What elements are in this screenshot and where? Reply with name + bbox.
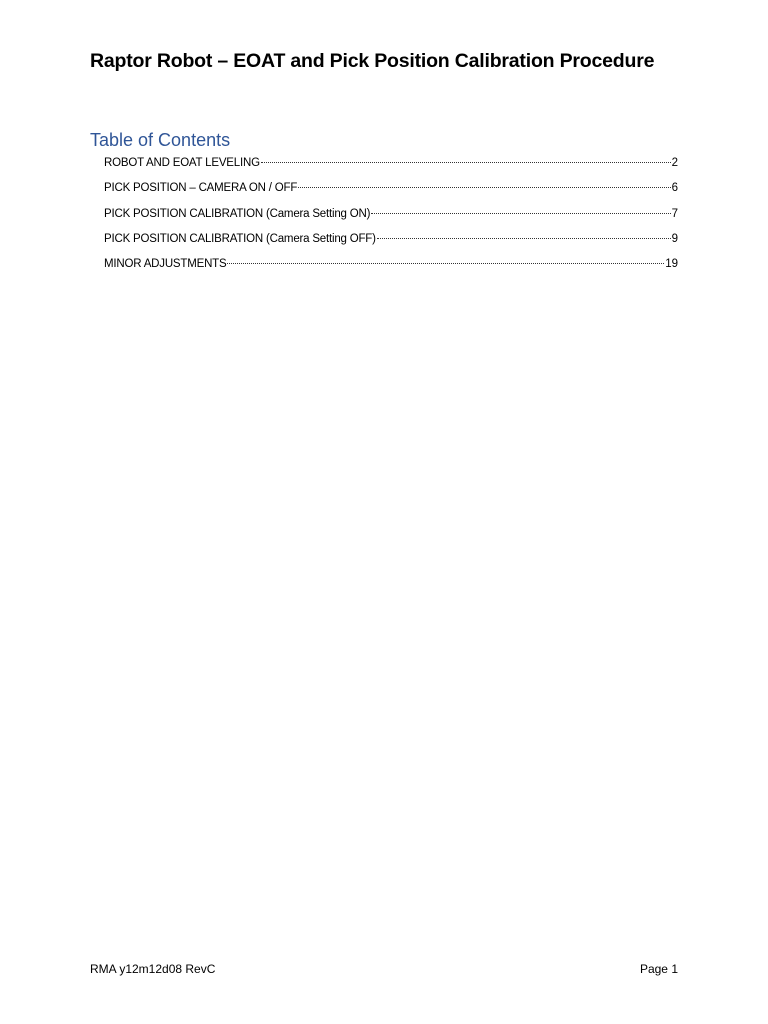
toc-entry-text: MINOR ADJUSTMENTS xyxy=(104,258,227,271)
toc-dot-leader xyxy=(261,162,671,163)
table-of-contents xyxy=(104,153,678,279)
toc-dot-leader xyxy=(377,238,671,239)
toc-entry-robot-eoat-leveling[interactable] xyxy=(104,153,678,178)
toc-entry-page: 2 xyxy=(671,157,678,169)
toc-entry-page: 7 xyxy=(671,207,678,220)
toc-entry-text: ROBOT AND EOAT LEVELING xyxy=(104,157,260,169)
toc-heading: Table of Contents xyxy=(90,130,231,150)
toc-entry-text: PICK POSITION CALIBRATION (Camera Setting OFF) xyxy=(104,232,376,245)
footer-revision: RMA y12m12d08 RevC xyxy=(90,962,216,976)
toc-entry-page: 19 xyxy=(665,258,678,271)
toc-entry-text: PICK POSITION CALIBRATION (Camera Setting ON) xyxy=(104,207,371,220)
toc-entry-minor-adjustments[interactable] xyxy=(104,254,678,279)
toc-entry-page: 6 xyxy=(671,182,678,195)
toc-entry-pick-position-camera[interactable] xyxy=(104,178,678,203)
toc-entry-text: PICK POSITION – CAMERA ON / OFF xyxy=(104,182,298,195)
footer-page-number: Page 1 xyxy=(639,962,678,976)
toc-dot-leader xyxy=(227,263,664,264)
toc-dot-leader xyxy=(371,213,670,214)
document-title: Raptor Robot – EOAT and Pick Position Calibration Procedure xyxy=(90,50,655,72)
toc-entry-page: 9 xyxy=(671,232,678,245)
toc-entry-calibration-camera-on[interactable] xyxy=(104,204,678,229)
toc-entry-calibration-camera-off[interactable] xyxy=(104,229,678,254)
toc-dot-leader xyxy=(298,187,670,188)
